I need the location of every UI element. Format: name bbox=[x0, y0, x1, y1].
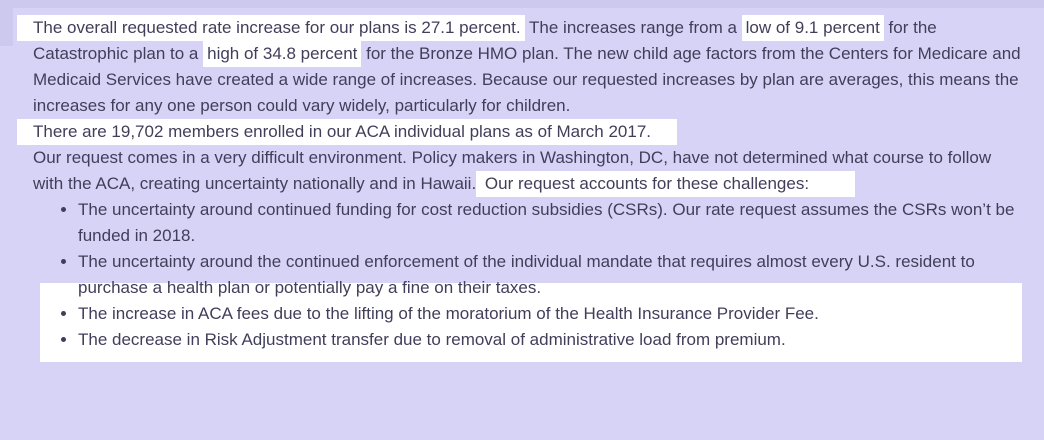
paragraph-text: Our request comes in a very difficult environment. Policy makers in Washington, DC, have not determined what course to follow with the ACA, creating uncertainty nationally and in Hawaii. bbox=[33, 148, 992, 193]
top-edge-strip bbox=[0, 0, 1044, 8]
paragraph-text: for the Bronze HMO plan. The new child age factors from the Centers for Medicare and Medicaid Services have created a wide range of increases. Because our requested increases by plan are averages, this means the increases for any one person could vary widely, particularly for children. bbox=[33, 44, 1021, 115]
highlight-high-rate: high of 34.8 percent bbox=[203, 41, 361, 67]
highlight-overall-rate: The overall requested rate increase for our plans is 27.1 percent. bbox=[17, 15, 525, 41]
paragraph-rate-increase bbox=[33, 15, 1025, 119]
list-item-individual-mandate: • The uncertainty around the continued enforcement of the individual mandate that requires almost every U.S. resident to purchase a health plan or potentially pay a fine on their taxes. bbox=[78, 249, 1025, 301]
list-item-csr-funding: • The uncertainty around continued funding for cost reduction subsidies (CSRs). Our rate request assumes the CSRs won’t be funded in 2018. bbox=[78, 197, 1025, 249]
highlight-members-enrolled: There are 19,702 members enrolled in our ACA individual plans as of March 2017. bbox=[17, 119, 677, 145]
paragraph-members-enrolled bbox=[33, 119, 1025, 145]
document-content bbox=[33, 15, 1025, 353]
highlight-challenges-intro: Our request accounts for these challenges: bbox=[476, 171, 855, 197]
paragraph-environment bbox=[33, 145, 1025, 197]
highlight-low-rate: low of 9.1 percent bbox=[742, 15, 884, 41]
list-item-aca-fees: • The increase in ACA fees due to the lifting of the moratorium of the Health Insurance Provider Fee. bbox=[78, 301, 1025, 327]
list-item-risk-adjustment: • The decrease in Risk Adjustment transfer due to removal of administrative load from premium. bbox=[78, 327, 1025, 353]
paragraph-text: for the Catastrophic plan to a bbox=[33, 18, 937, 63]
challenges-list bbox=[33, 197, 1025, 353]
paragraph-text: The increases range from a bbox=[524, 18, 742, 37]
left-edge-strip bbox=[0, 0, 13, 46]
